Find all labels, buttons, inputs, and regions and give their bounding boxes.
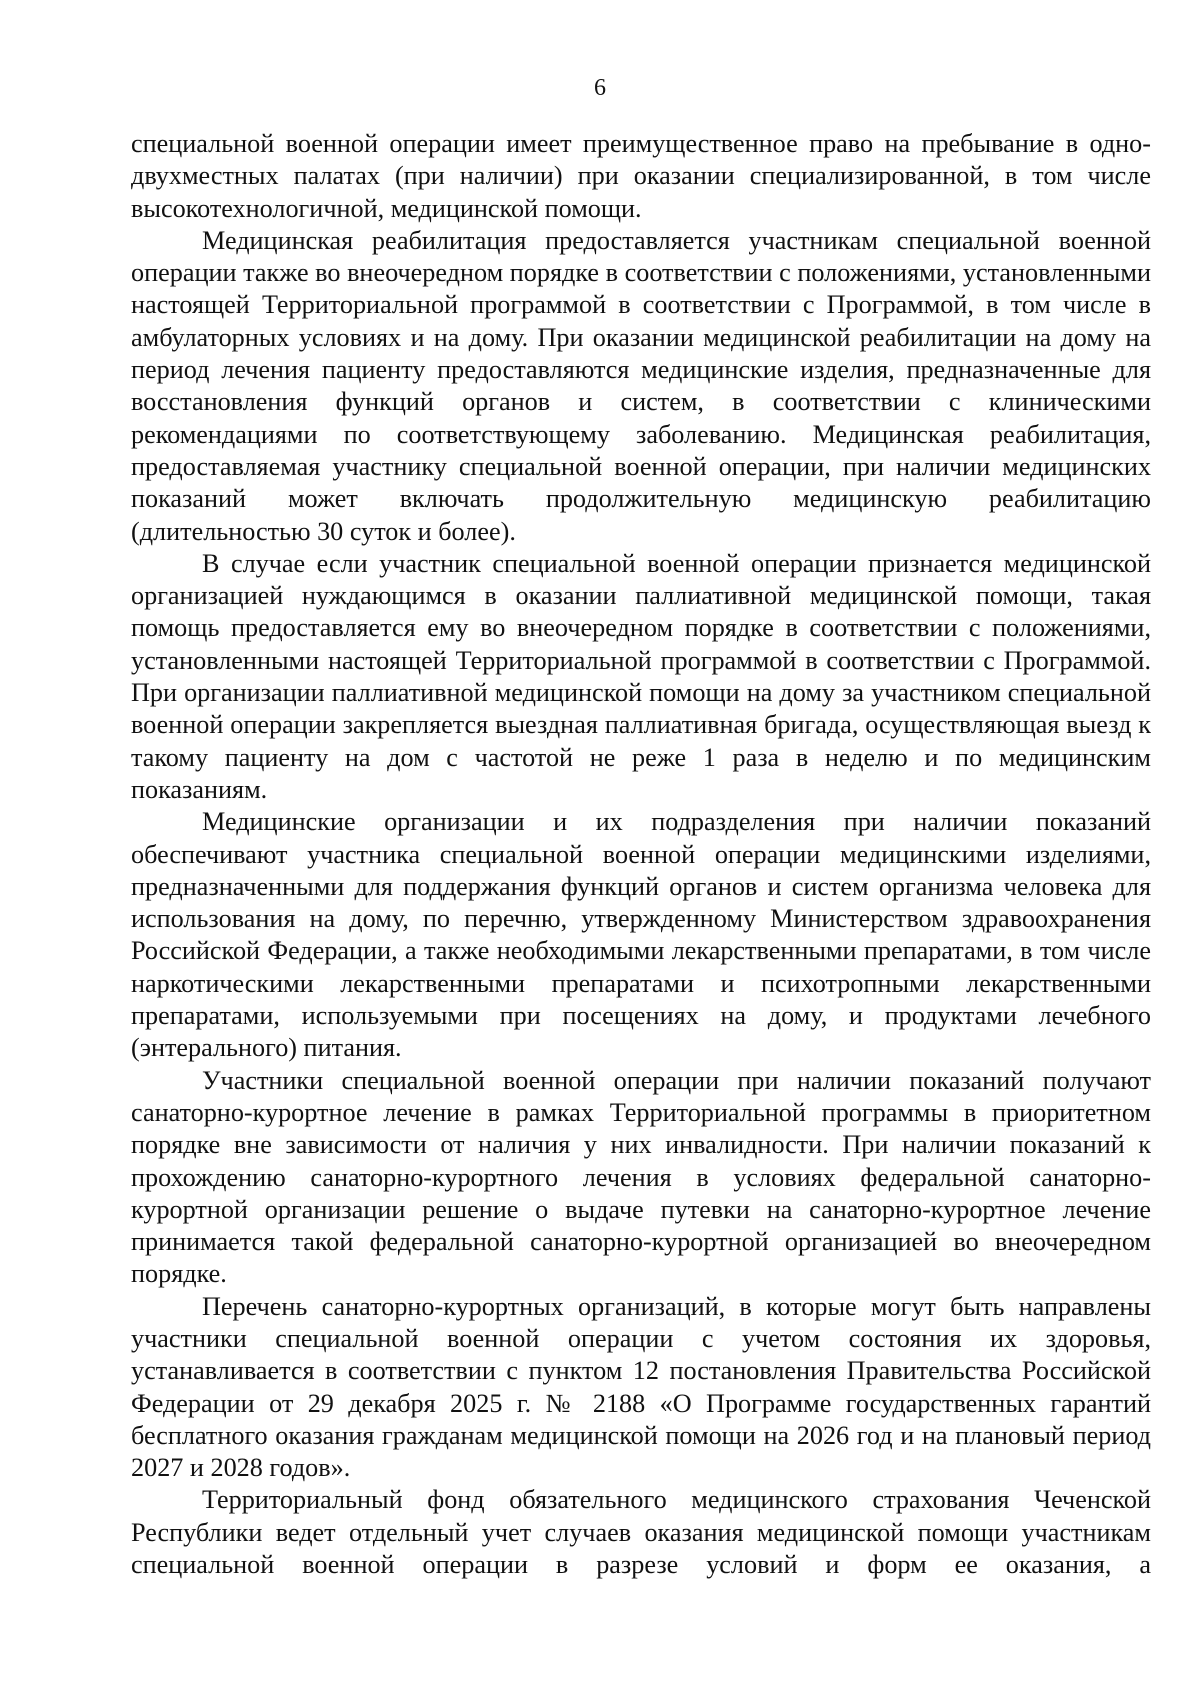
paragraph-sanatorium-list: Перечень санаторно-курортных организаций, в которые могут быть направлены участники специальной военной операции с учетом состояния их здоровья, устанавливается в соответствии с пунктом 12 постановления Правительства Российской Федерации от 29 декабря 2025 г. № 2188 «О Программе государственных гарантий бесплатного оказания гражданам медицинской помощи на 2026 год и на плановый период 2027 и 2028 годов». [131,1291,1151,1483]
page-number: 6 [594,75,606,101]
paragraph-territorial-fund: Территориальный фонд обязательного медицинского страхования Чеченской Республики ведет отдельный учет случаев оказания медицинской помощи участникам специальной военной операции в разрезе условий и форм ее оказания, а [131,1485,1151,1580]
paragraph-continuation: специальной военной операции имеет преимущественное право на пребывание в одно-двухместных палатах (при наличии) при оказании специализированной, в том числе высокотехнологичной, медицинской помощи. [131,129,1151,223]
paragraph-palliative-care: В случае если участник специальной военной операции признается медицинской организацией нуждающимся в оказании паллиативной медицинской помощи, такая помощь предоставляется ему во внеочередном порядке в соответствии с положениями, установленными настоящей Территориальной программой в соответствии с Программой. При организации паллиативной медицинской помощи на дому за участником специальной военной операции закрепляется выездная паллиативная бригада, осуществляющая выезд к такому пациенту на дом с частотой не реже 1 раза в неделю и по медицинским показаниям. [131,548,1151,804]
paragraph-medical-rehabilitation: Медицинская реабилитация предоставляется участникам специальной военной операции также во внеочередном порядке в соответствии с положениями, установленными настоящей Территориальной программой в соответствии с Программой, в том числе в амбулаторных условиях и на дому. При оказании медицинской реабилитации на дому на период лечения пациенту предоставляются медицинские изделия, предназначенные для восстановления функций органов и систем, в соответствии с клиническими рекомендациями по соответствующему заболеванию. Медицинская реабилитация, предоставляемая участнику специальной военной операции, при наличии медицинских показаний может включать продолжительную медицинскую реабилитацию (длительностью 30 суток и более). [131,225,1151,546]
paragraph-medical-devices: Медицинские организации и их подразделения при наличии показаний обеспечивают участника специальной военной операции медицинскими изделиями, предназначенными для поддержания функций органов и систем организма человека для использования на дому, по перечню, утвержденному Министерством здравоохранения Российской Федерации, а также необходимыми лекарственными препаратами, в том числе наркотическими лекарственными препаратами и психотропными лекарственными препаратами, используемыми при посещениях на дому, и продуктами лечебного (энтерального) питания. [131,807,1151,1063]
paragraph-sanatorium-treatment: Участники специальной военной операции при наличии показаний получают санаторно-курортное лечение в рамках Территориальной программы в приоритетном порядке вне зависимости от наличия у них инвалидности. При наличии показаний к прохождению санаторно-курортного лечения в условиях федеральной санаторно-курортной организации решение о выдаче путевки на санаторно-курортное лечение принимается такой федеральной санаторно-курортной организацией во внеочередном порядке. [131,1065,1151,1289]
document-body [131,128,1151,1581]
